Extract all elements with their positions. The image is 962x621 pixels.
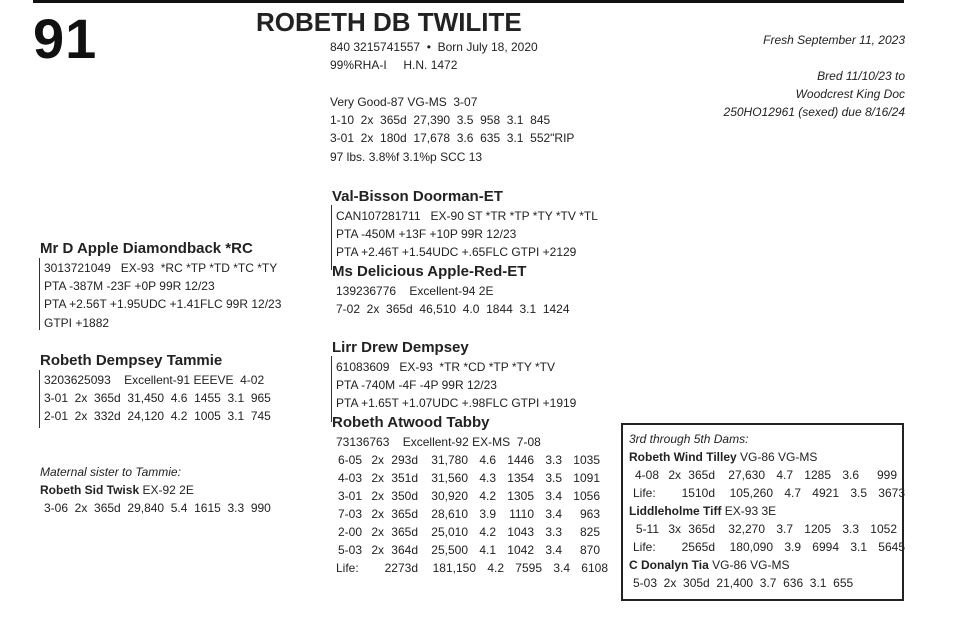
record-cell: 3.4	[545, 489, 562, 503]
sire-line: PTA -387M -23F +0P 99R 12/23	[44, 279, 215, 293]
dam-line: 2-01 2x 332d 24,120 4.2 1005 3.1 745	[44, 409, 271, 423]
animal-record: 1-10 2x 365d 27,390 3.5 958 3.1 845	[330, 113, 551, 127]
pedigree-bracket	[39, 258, 40, 330]
record-row	[336, 451, 608, 469]
dam-dam-id-line: 73136763 Excellent-92 EX-MS 7-08	[336, 435, 541, 449]
sire-sire-line: PTA +2.46T +1.54UDC +.65FLC GTPI +2129	[336, 245, 577, 259]
record-cell: 293d	[391, 453, 418, 467]
animal-breed-line: 99%RHA-I H.N. 1472	[330, 58, 458, 72]
record-cell: 2x	[371, 507, 384, 521]
record-cell: 3.3	[842, 522, 859, 536]
record-cell: 1056	[573, 489, 600, 503]
maternal-sister-label: Maternal sister to Tammie:	[40, 465, 181, 479]
fresh-date: Fresh September 11, 2023	[763, 33, 905, 47]
dam-line: 3-01 2x 365d 31,450 4.6 1455 3.1 965	[44, 391, 271, 405]
record-cell: 1510d	[681, 486, 715, 500]
lifetime-row	[336, 559, 608, 577]
record-row	[336, 487, 608, 505]
record-cell: 4.2	[487, 561, 504, 575]
record-cell: 7595	[515, 561, 542, 575]
record-cell: 180,090	[729, 540, 773, 554]
record-cell: 3.4	[553, 561, 570, 575]
dam-sire-name: Lirr Drew Dempsey	[332, 339, 469, 356]
ancestors-heading: 3rd through 5th Dams:	[629, 432, 749, 446]
record-cell: 4921	[812, 486, 839, 500]
record-cell: 3673	[878, 486, 905, 500]
record-cell: 1043	[507, 525, 534, 539]
record-cell: 3.5	[850, 486, 867, 500]
record-row	[336, 523, 608, 541]
record-cell: 3x	[668, 522, 681, 536]
record-cell: 3.1	[850, 540, 867, 554]
maternal-sister-name: Robeth Sid Twisk	[40, 483, 140, 497]
record-cell: 2273d	[384, 561, 418, 575]
record-row	[336, 505, 608, 523]
animal-name: ROBETH DB TWILITE	[256, 7, 522, 37]
record-cell: 351d	[391, 471, 418, 485]
maternal-sister-score: EX-92 2E	[139, 483, 194, 497]
sire-line: PTA +2.56T +1.95UDC +1.41FLC 99R 12/23	[44, 297, 282, 311]
record-cell: Life:	[336, 561, 359, 575]
record-cell: 1305	[507, 489, 534, 503]
dam5-score: VG-86 VG-MS	[708, 558, 790, 572]
record-row	[336, 469, 608, 487]
dam4-records	[633, 520, 905, 556]
record-cell: 3.3	[545, 453, 562, 467]
record-cell: 3.4	[545, 543, 562, 557]
record-cell: 364d	[391, 543, 418, 557]
dam3-score: VG-86 VG-MS	[736, 450, 818, 464]
record-cell: Life:	[633, 540, 656, 554]
record-cell: 4.3	[479, 471, 496, 485]
record-cell: 365d	[688, 468, 715, 482]
bred-line-3: 250HO12961 (sexed) due 8/16/24	[723, 105, 905, 119]
animal-components: 97 lbs. 3.8%f 3.1%p SCC 13	[330, 150, 483, 164]
sire-sire-name: Val-Bisson Doorman-ET	[332, 188, 503, 205]
bred-line-1: Bred 11/10/23 to	[817, 69, 905, 83]
record-cell: 105,260	[729, 486, 773, 500]
dam3-records	[633, 466, 905, 502]
maternal-sister	[40, 481, 194, 499]
dam3-name: Robeth Wind Tilley	[629, 450, 737, 464]
record-cell: 6108	[581, 561, 608, 575]
record-cell: 4.7	[784, 486, 801, 500]
dam4	[629, 502, 776, 520]
record-cell: 2x	[371, 471, 384, 485]
maternal-sister-record: 3-06 2x 365d 29,840 5.4 1615 3.3 990	[44, 501, 271, 515]
record-cell: 25,500	[431, 543, 468, 557]
dam4-score: EX-93 3E	[721, 504, 777, 518]
record-cell: 1052	[870, 522, 897, 536]
record-cell: 27,630	[728, 468, 765, 482]
animal-id-line: 840 3215741557 • Born July 18, 2020	[330, 40, 538, 54]
dam5	[629, 556, 789, 574]
record-cell: 3.4	[545, 507, 562, 521]
record-cell: 25,010	[431, 525, 468, 539]
record-cell: 1042	[507, 543, 534, 557]
sire-sire-line: CAN107281711 EX-90 ST *TR *TP *TY *TV *TL	[336, 209, 598, 223]
record-cell: 4.2	[479, 525, 496, 539]
record-cell: 365d	[688, 522, 715, 536]
record-cell: 825	[579, 525, 600, 539]
record-cell: 31,560	[431, 471, 468, 485]
dam5-name: C Donalyn Tia	[629, 558, 709, 572]
record-cell: 1354	[507, 471, 534, 485]
record-cell: 3.9	[479, 507, 496, 521]
lot-number: 91	[33, 7, 98, 70]
record-cell: 4.6	[479, 453, 496, 467]
record-cell: 963	[579, 507, 600, 521]
record-cell: 3.5	[545, 471, 562, 485]
record-cell: 870	[579, 543, 600, 557]
record-cell: 999	[876, 468, 897, 482]
record-cell: 365d	[391, 525, 418, 539]
dam-name: Robeth Dempsey Tammie	[40, 352, 223, 369]
record-cell: 4.7	[776, 468, 793, 482]
record-cell: 6-05	[337, 453, 362, 467]
record-cell: 30,920	[431, 489, 468, 503]
record-cell: 3.7	[776, 522, 793, 536]
record-cell: 365d	[391, 507, 418, 521]
record-cell: 2x	[371, 453, 384, 467]
dam5-record: 5-03 2x 305d 21,400 3.7 636 3.1 655	[633, 576, 854, 590]
top-rule	[33, 0, 904, 3]
dam-sire-line: 61083609 EX-93 *TR *CD *TP *TY *TV	[336, 360, 555, 374]
animal-classification: Very Good-87 VG-MS 3-07	[330, 95, 478, 109]
record-cell: 3.3	[545, 525, 562, 539]
dam4-name: Liddleholme Tiff	[629, 504, 722, 518]
ancestors-box	[621, 423, 904, 601]
lifetime-row	[633, 484, 905, 502]
sire-sire-line: PTA -450M +13F +10P 99R 12/23	[336, 227, 517, 241]
record-cell: 7-03	[337, 507, 362, 521]
record-cell: 1205	[804, 522, 831, 536]
pedigree-bracket	[39, 370, 40, 428]
sire-line: 3013721049 EX-93 *RC *TP *TD *TC *TY	[44, 261, 278, 275]
pedigree-bracket	[331, 205, 332, 270]
record-cell: 1110	[509, 507, 534, 521]
record-cell: 2x	[371, 489, 384, 503]
dam-dam-name: Robeth Atwood Tabby	[332, 414, 490, 431]
record-cell: 3-01	[337, 489, 362, 503]
dam3	[629, 448, 817, 466]
dam-sire-line: PTA -740M -4F -4P 99R 12/23	[336, 378, 497, 392]
record-cell: 1285	[804, 468, 831, 482]
sire-dam-line: 7-02 2x 365d 46,510 4.0 1844 3.1 1424	[336, 302, 570, 316]
record-cell: 3.6	[842, 468, 859, 482]
record-cell: Life:	[633, 486, 656, 500]
record-row	[336, 541, 608, 559]
sire-line: GTPI +1882	[44, 316, 110, 330]
record-cell: 5-11	[635, 522, 659, 536]
record-cell: 28,610	[431, 507, 468, 521]
bred-line-2: Woodcrest King Doc	[795, 87, 905, 101]
record-row	[633, 520, 905, 538]
record-cell: 5-03	[337, 543, 362, 557]
record-cell: 31,780	[431, 453, 468, 467]
dam-dam-records	[336, 451, 608, 577]
record-cell: 2x	[371, 543, 384, 557]
dam-line: 3203625093 Excellent-91 EEEVE 4-02	[44, 373, 265, 387]
record-cell: 32,270	[728, 522, 765, 536]
record-cell: 4-08	[634, 468, 659, 482]
record-cell: 181,150	[432, 561, 476, 575]
lifetime-row	[633, 538, 905, 556]
record-cell: 2-00	[337, 525, 362, 539]
sire-dam-name: Ms Delicious Apple-Red-ET	[332, 263, 527, 280]
sire-name: Mr D Apple Diamondback *RC	[40, 240, 253, 257]
record-cell: 4.2	[479, 489, 496, 503]
animal-record: 3-01 2x 180d 17,678 3.6 635 3.1 552"RIP	[330, 131, 575, 145]
sire-dam-line: 139236776 Excellent-94 2E	[336, 284, 494, 298]
record-cell: 2565d	[681, 540, 715, 554]
record-cell: 3.9	[784, 540, 801, 554]
record-cell: 2x	[371, 525, 384, 539]
record-cell: 5645	[878, 540, 905, 554]
record-cell: 4.1	[479, 543, 496, 557]
record-cell: 2x	[668, 468, 681, 482]
record-cell: 350d	[391, 489, 418, 503]
record-cell: 1035	[573, 453, 600, 467]
dam-sire-line: PTA +1.65T +1.07UDC +.98FLC GTPI +1919	[336, 396, 577, 410]
record-cell: 1091	[573, 471, 600, 485]
record-cell: 1446	[507, 453, 534, 467]
record-cell: 4-03	[337, 471, 362, 485]
record-cell: 6994	[812, 540, 839, 554]
record-row	[633, 466, 905, 484]
